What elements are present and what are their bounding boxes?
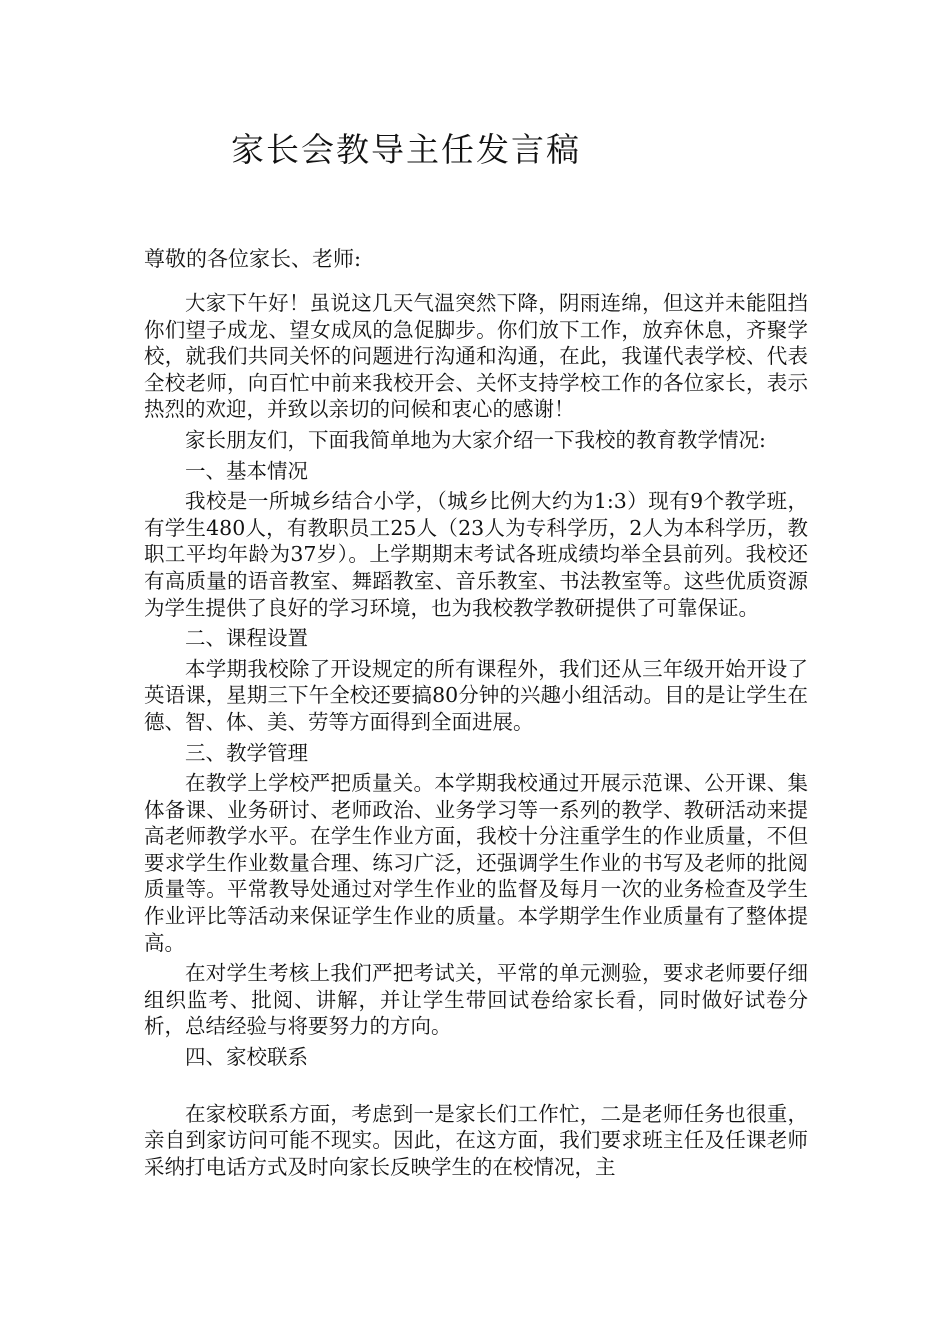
- paragraph-exams: 在对学生考核上我们严把考试关，平常的单元测验，要求老师要仔细组织监考、批阅、讲解，并让学生带回试卷给家长看，同时做好试卷分析，总结经验与将要努力的方向。: [144, 961, 808, 1039]
- section-heading-home-school: 四、家校联系: [185, 1045, 308, 1070]
- section-heading-basic-info: 一、基本情况: [185, 458, 308, 483]
- greeting-line: 尊敬的各位家长、老师:: [144, 247, 362, 271]
- paragraph-curriculum: 本学期我校除了开设规定的所有课程外，我们还从三年级开始开设了英语课，星期三下午全校还要搞80分钟的兴趣小组活动。目的是让学生在德、智、体、美、劳等方面得到全面进展。: [144, 656, 808, 734]
- section-heading-curriculum: 二、课程设置: [185, 626, 308, 651]
- section-heading-teaching-management: 三、教学管理: [185, 740, 308, 765]
- paragraph-basic-info: 我校是一所城乡结合小学，（城乡比例大约为1:3）现有9个教学班，有学生480人，有教职员工25人（23人为专科学历，2人为本科学历，教职工平均年龄为37岁）。上学期期末考试各班成绩均举全县前列。我校还有高质量的语音教室、舞蹈教室、音乐教室、书法教室等。这些优质资源为学生提供了良好的学习环境，也为我校教学教研提供了可靠保证。: [144, 489, 808, 620]
- paragraph-teaching-quality: 在教学上学校严把质量关。本学期我校通过开展示范课、公开课、集体备课、业务研讨、老师政治、业务学习等一系列的教学、教研活动来提高老师教学水平。在学生作业方面，我校十分注重学生的作业质量，不但要求学生作业数量合理、练习广泛，还强调学生作业的书写及老师的批阅质量等。平常教导处通过对学生作业的监督及每月一次的业务检查及学生作业评比等活动来保证学生作业的质量。本学期学生作业质量有了整体提高。: [144, 771, 808, 955]
- paragraph-welcome: 大家下午好！虽说这几天气温突然下降，阴雨连绵，但这并未能阻挡你们望子成龙、望女成凤的急促脚步。你们放下工作，放弃休息，齐聚学校，就我们共同关怀的问题进行沟通和沟通，在此，我谨代表学校、代表全校老师，向百忙中前来我校开会、关怀支持学校工作的各位家长，表示热烈的欢迎，并致以亲切的问候和衷心的感谢！: [144, 291, 808, 422]
- document-title: 家长会教导主任发言稿: [231, 130, 581, 169]
- document-body: [144, 290, 808, 1184]
- paragraph-intro: 家长朋友们，下面我简单地为大家介绍一下我校的教育教学情况:: [185, 427, 766, 452]
- paragraph-home-school: 在家校联系方面，考虑到一是家长们工作忙，二是老师任务也很重，亲自到家访问可能不现实。因此，在这方面，我们要求班主任及任课老师采纳打电话方式及时向家长反映学生的在校情况，主: [144, 1101, 808, 1179]
